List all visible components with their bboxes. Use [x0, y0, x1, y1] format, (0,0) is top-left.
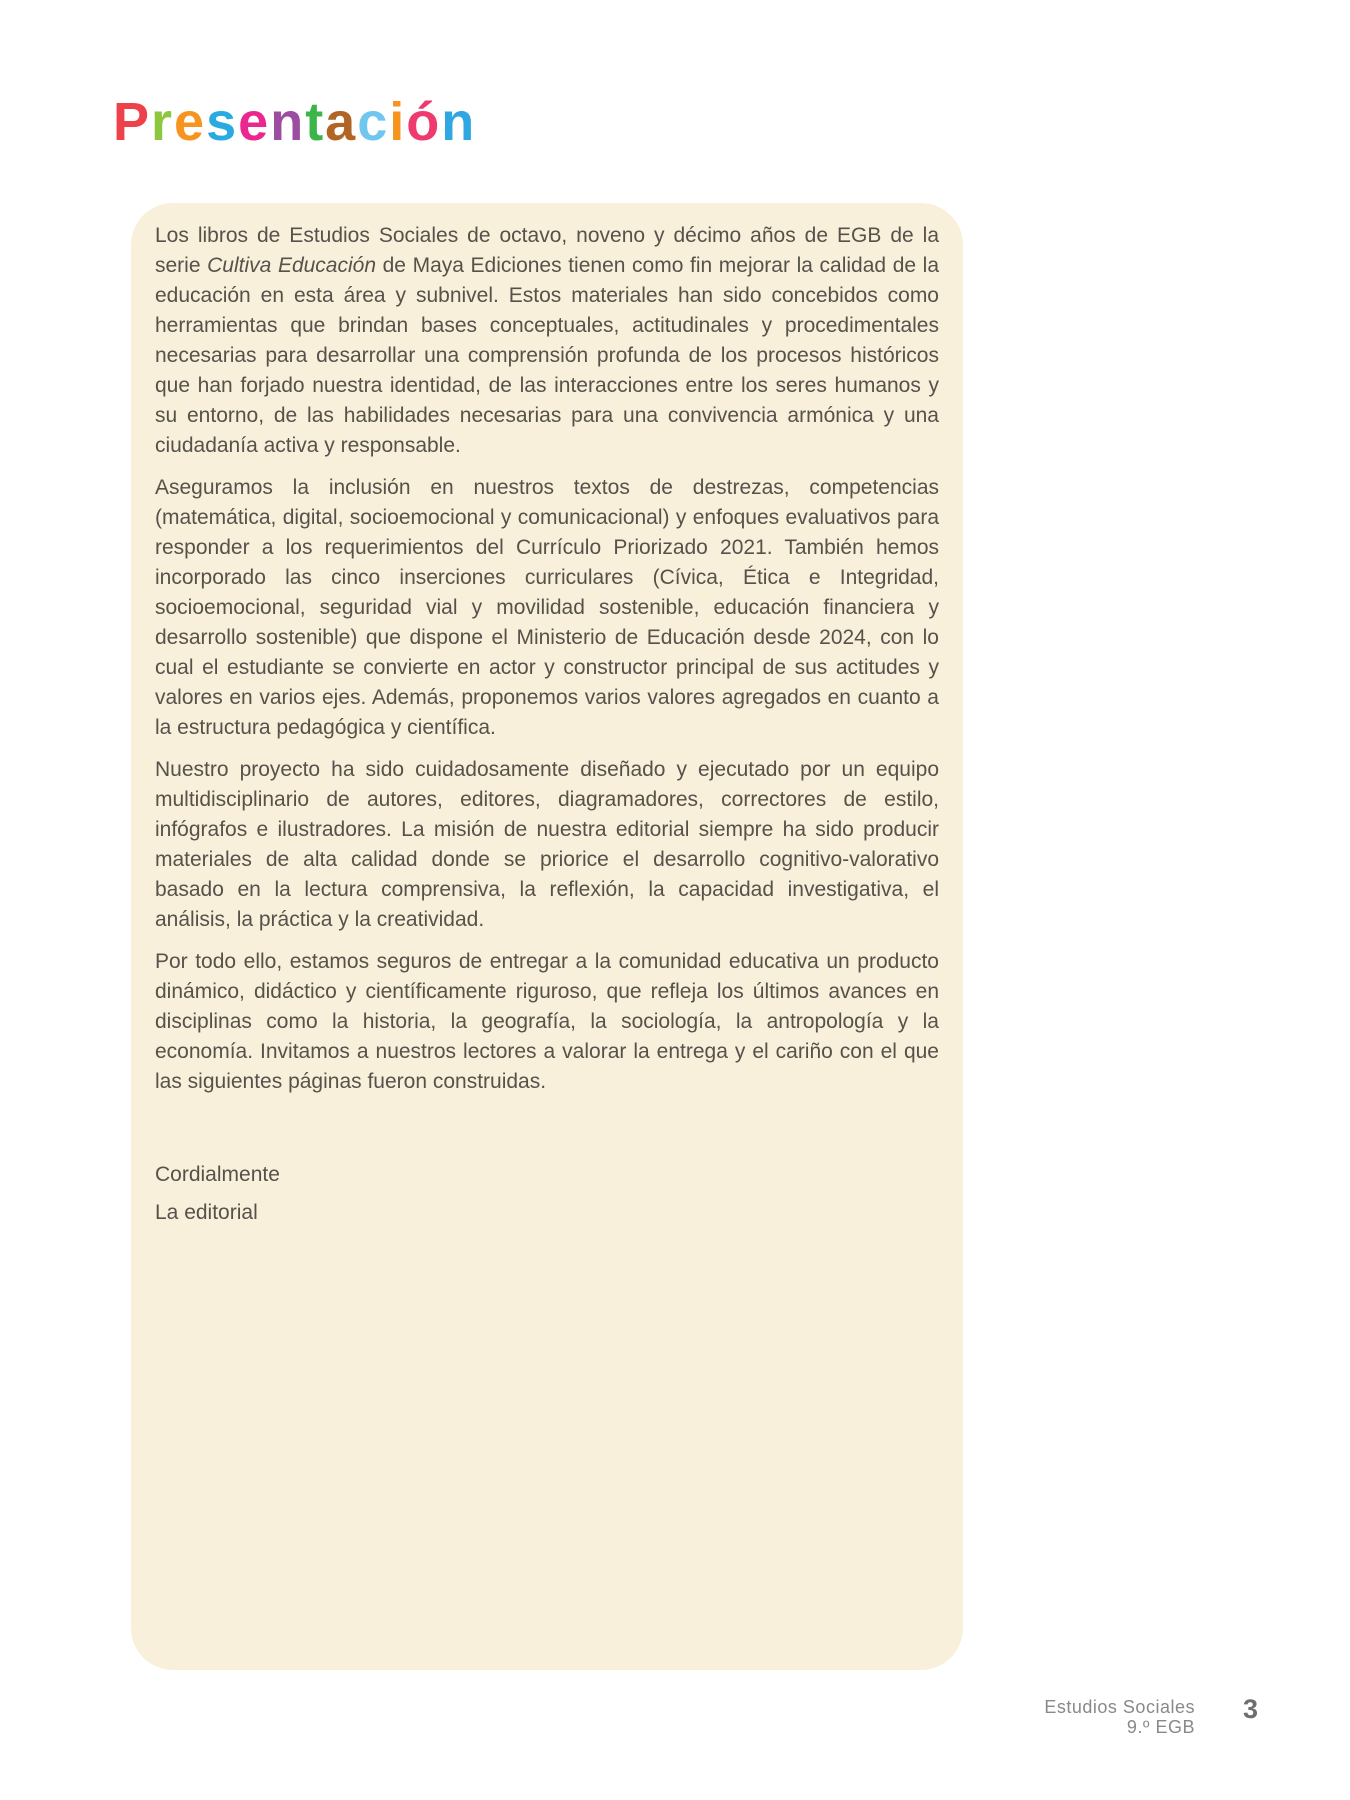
title-letter: n	[270, 92, 306, 152]
footer-book-info	[1044, 1697, 1195, 1737]
title-letter: ó	[406, 92, 442, 152]
title-letter: s	[206, 92, 239, 152]
paragraph-1-before-series: Los libros de Estudios Sociales de octavo, noveno y décimo años de EGB de la serie	[155, 224, 939, 277]
closing-signature: La editorial	[155, 1201, 258, 1224]
title-letter: P	[113, 92, 152, 152]
paragraph-1-after-series: de Maya Ediciones tienen como fin mejorar la calidad de la educación en esta área y subnivel. Estos materiales han sido concebidos como herramientas que brindan bases conceptuales, actitudinales y procedimentales necesarias para desarrollar una comprensión profunda de los procesos históricos que han forjado nuestra identidad, de las interacciones entre los seres humanos y su entorno, de las habilidades necesarias para una convivencia armónica y una ciudadanía activa y responsable.	[155, 254, 939, 457]
title-letter: c	[357, 92, 390, 152]
series-name: Cultiva Educación	[207, 254, 377, 277]
title-letter: n	[441, 92, 477, 152]
page-title	[113, 92, 476, 152]
footer-book-title: Estudios Sociales	[1044, 1697, 1195, 1717]
closing-salutation: Cordialmente	[155, 1163, 280, 1186]
paragraph-1	[155, 221, 939, 461]
presentation-card	[131, 203, 963, 1670]
paragraph-4: Por todo ello, estamos seguros de entregar a la comunidad educativa un producto dinámico, didáctico y científicamente riguroso, que refleja los últimos avances en disciplinas como la historia, la geografía, la sociología, la antropología y la economía. Invitamos a nuestros lectores a valorar la entrega y el cariño con el que las siguientes páginas fueron construidas.	[155, 950, 939, 1093]
page-number: 3	[1242, 1694, 1258, 1724]
footer-grade: 9.º EGB	[1126, 1717, 1195, 1737]
title-letter: r	[151, 92, 175, 152]
paragraph-3: Nuestro proyecto ha sido cuidadosamente diseñado y ejecutado por un equipo multidisciplinario de autores, editores, diagramadores, correctores de estilo, infógrafos e ilustradores. La misión de nuestra editorial siempre ha sido producir materiales de alta calidad donde se priorice el desarrollo cognitivo-valorativo basado en la lectura comprensiva, la reflexión, la capacidad investigativa, el análisis, la práctica y la creatividad.	[155, 758, 939, 931]
title-letter: i	[389, 92, 407, 152]
title-letter: e	[238, 92, 271, 152]
title-letter: e	[174, 92, 207, 152]
title-letter: t	[305, 92, 326, 152]
paragraph-2: Aseguramos la inclusión en nuestros textos de destrezas, competencias (matemática, digital, socioemocional y comunicacional) y enfoques evaluativos para responder a los requerimientos del Currículo Priorizado 2021. También hemos incorporado las cinco inserciones curriculares (Cívica, Ética e Integridad, socioemocional, seguridad vial y movilidad sostenible, educación financiera y desarrollo sostenible) que dispone el Ministerio de Educación desde 2024, con lo cual el estudiante se convierte en actor y constructor principal de sus actitudes y valores en varios ejes. Además, proponemos varios valores agregados en cuanto a la estructura pedagógica y científica.	[155, 476, 939, 739]
page-footer	[1044, 1694, 1258, 1737]
title-letter: a	[325, 92, 358, 152]
